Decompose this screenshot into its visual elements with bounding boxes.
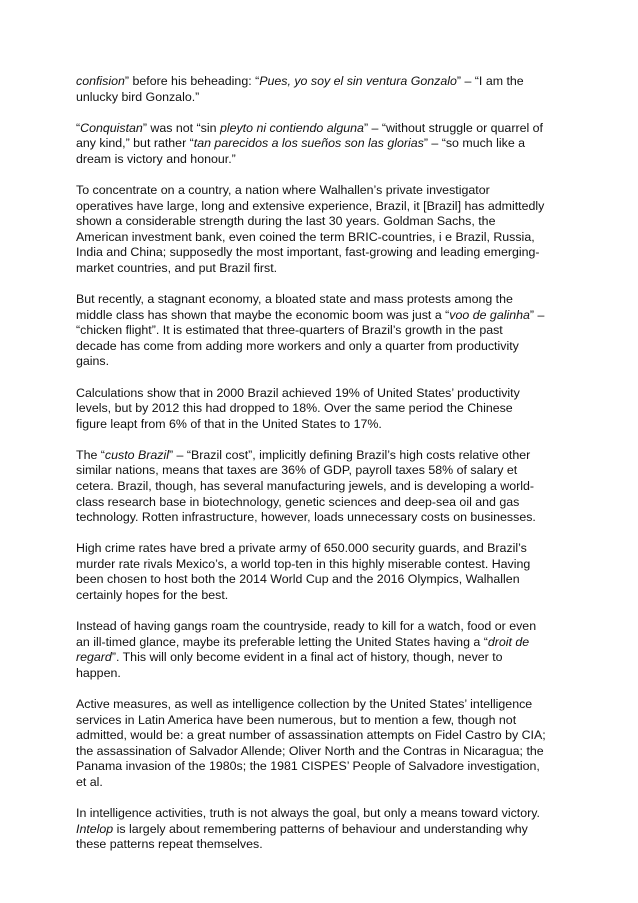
text-segment: Conquistan bbox=[80, 120, 143, 135]
text-segment: custo Brazil bbox=[104, 447, 169, 462]
paragraph-8 bbox=[76, 619, 546, 681]
text-segment: ” – “Brazil cost”, implicitly defining Brazil’s high costs relative other similar nations, means that taxes are 36% of GDP, payroll taxes 58% of salary et cetera. Brazil, though, has several manufacturing jewels, and is developing a world-class research base in biotechnology, genetic sciences and deep-sea oil and gas technology. Rotten infrastructure, however, loads unnecessary costs on businesses. bbox=[76, 447, 536, 525]
paragraph-4 bbox=[76, 292, 546, 370]
text-segment: To concentrate on a country, a nation where Walhallen’s private investigator operatives have large, long and extensive experience, Brazil, it [Brazil] has admittedly shown a considerable strength during the last 30 years. Goldman Sachs, the American investment bank, even coined the term BRIC-countries, i e Brazil, Russia, India and China; supposedly the most important, fast-growing and leading emerging-market countries, and put Brazil first. bbox=[76, 182, 545, 275]
text-segment: confision bbox=[76, 74, 125, 88]
text-segment: is largely about remembering patterns of behaviour and understanding why these patterns repeat themselves. bbox=[76, 821, 528, 852]
text-segment: pleyto ni contiendo alguna bbox=[219, 120, 364, 135]
paragraph-5 bbox=[76, 386, 546, 433]
paragraph-3 bbox=[76, 183, 546, 277]
text-segment: Instead of having gangs roam the countryside, ready to kill for a watch, food or even an ill-timed glance, maybe its preferable letting the United States having a “ bbox=[76, 619, 537, 649]
paragraph-7 bbox=[76, 541, 546, 603]
text-segment: ” – “without struggle or quarrel of any kind,” but rather “ bbox=[76, 120, 543, 151]
text-segment: ”. This will only become evident in a final act of history, though, never to happen. bbox=[76, 650, 503, 680]
text-segment: ” – “I am the unlucky bird Gonzalo.” bbox=[76, 74, 524, 104]
paragraph-10 bbox=[76, 806, 546, 853]
text-segment: ” before his beheading: “ bbox=[124, 74, 260, 88]
text-segment: ” – “chicken flight”. It is estimated that three-quarters of Brazil’s growth in the past decade has come from adding more workers and only a quarter from productivity gains. bbox=[76, 307, 545, 369]
text-segment: Calculations show that in 2000 Brazil achieved 19% of United States’ productivity levels, but by 2012 this had dropped to 18%. Over the same period the Chinese figure leapt from 6% of that in the United States to 17%. bbox=[76, 385, 520, 431]
text-segment: ” was not “sin bbox=[142, 120, 220, 135]
text-segment: ” – “so much like a dream is victory and honour.” bbox=[76, 136, 526, 166]
text-segment: Intelop bbox=[76, 821, 114, 836]
paragraph-9 bbox=[76, 697, 546, 791]
paragraph-2 bbox=[76, 121, 546, 168]
document-page bbox=[76, 74, 546, 868]
text-segment: But recently, a stagnant economy, a bloated state and mass protests among the middle class has shown that maybe the economic boom was just a “ bbox=[76, 292, 513, 322]
text-segment: droit de regard bbox=[76, 634, 530, 665]
text-segment: In intelligence activities, truth is not always the goal, but only a means toward victory. bbox=[76, 806, 540, 821]
text-segment: Active measures, as well as intelligence collection by the United States’ intelligence services in Latin America have been numerous, but to mention a few, though not admitted, would be: a great number of assassination attempts on Fidel Castro by CIA; the assassination of Salvador Allende; Oliver North and the Contras in Nicaragua; the Panama invasion of the 1980s; the 1981 CISPES’ People of Salvadore investigation, et al. bbox=[76, 697, 546, 789]
text-segment: High crime rates have bred a private army of 650.000 security guards, and Brazil’s murder rate rivals Mexico’s, a world top-ten in this highly miserable contest. Having been chosen to host both the 2014 World Cup and the 2016 Olympics, Walhallen certainly hopes for the best. bbox=[76, 541, 531, 603]
text-segment: voo de galinha bbox=[449, 307, 530, 322]
text-segment: Pues, yo soy el sin ventura Gonzalo bbox=[259, 74, 457, 88]
text-segment: The “ bbox=[76, 447, 105, 462]
paragraph-1 bbox=[76, 74, 546, 105]
paragraph-6 bbox=[76, 448, 546, 526]
text-segment: “ bbox=[76, 120, 81, 135]
text-segment: tan parecidos a los sueños son las glorias bbox=[193, 136, 424, 151]
